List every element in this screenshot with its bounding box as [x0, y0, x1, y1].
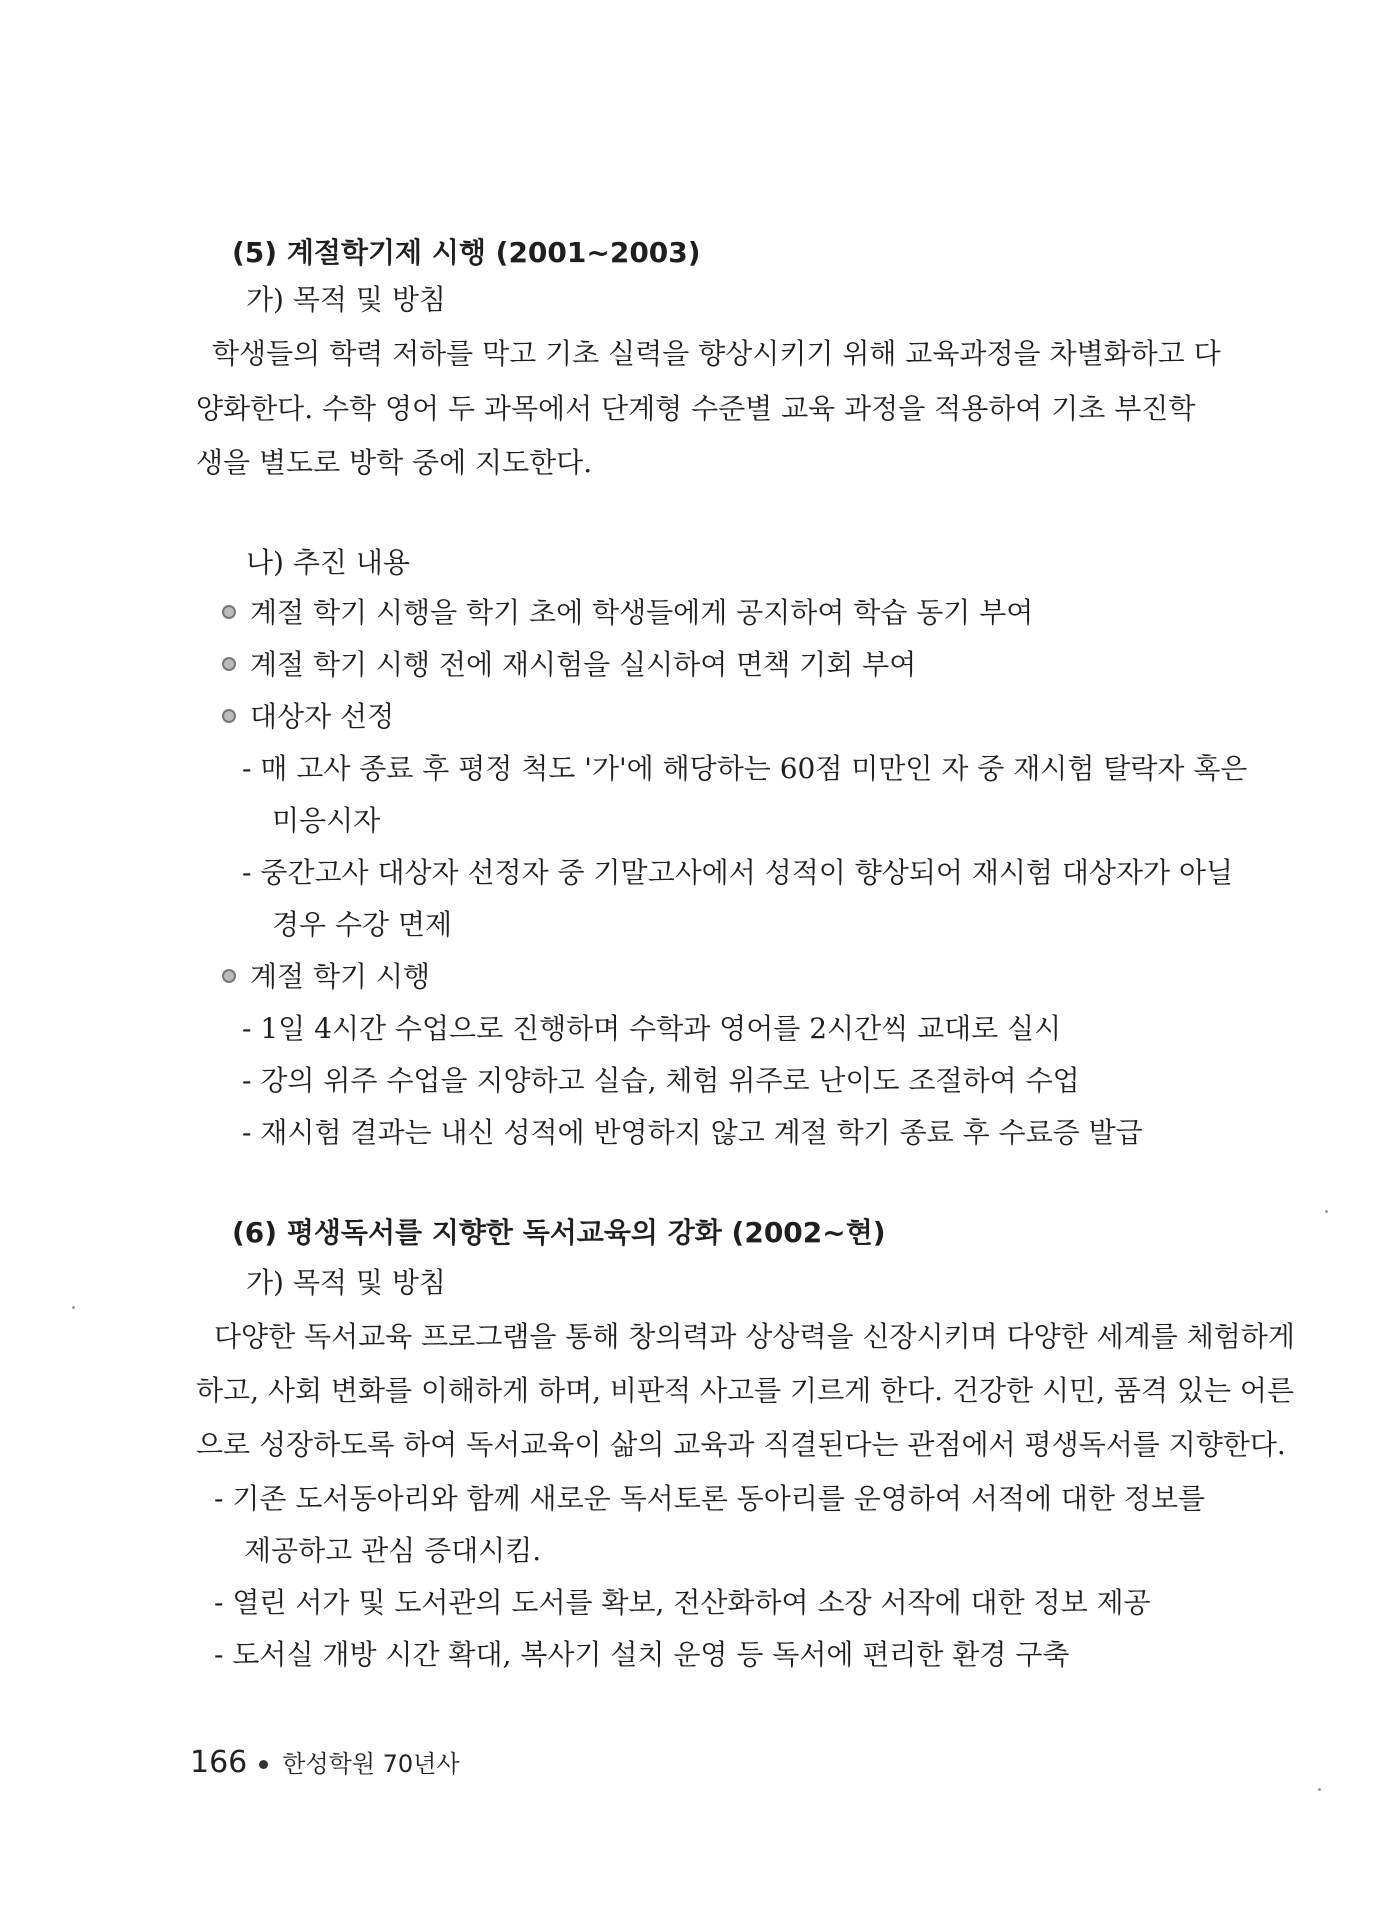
sub-item-line: - 중간고사 대상자 선정자 중 기말고사에서 성적이 향상되어 재시험 대상자가 아닐 — [242, 856, 1234, 889]
section-6-item-line: - 도서실 개방 시간 확대, 복사기 설치 운영 등 독서에 편리한 환경 구축 — [214, 1638, 1070, 1671]
section-6-item-line: 제공하고 관심 증대시킴. — [244, 1534, 542, 1567]
bullet-text: 계절 학기 시행 — [250, 960, 431, 993]
section-5-paragraph-line: 학생들의 학력 저하를 막고 기초 실력을 향상시키기 위해 교육과정을 차별화하고 다 — [212, 337, 1221, 370]
scan-speck — [1318, 1788, 1321, 1791]
scan-speck — [72, 1306, 75, 1309]
bullet-icon — [222, 969, 236, 983]
sub-item-line: 경우 수강 면제 — [272, 908, 453, 941]
section-5-purpose-heading: 가) 목적 및 방침 — [246, 283, 446, 316]
page-footer — [190, 1744, 460, 1780]
sub-item-line: - 재시험 결과는 내신 성적에 반영하지 않고 계절 학기 종료 후 수료증 발급 — [242, 1116, 1143, 1149]
sub-item-line: - 1일 4시간 수업으로 진행하며 수학과 영어를 2시간씩 교대로 실시 — [242, 1012, 1062, 1045]
sub-item-line: - 매 고사 종료 후 평정 척도 '가'에 해당하는 60점 미만인 자 중 재시험 탈락자 혹은 — [242, 752, 1248, 785]
bullet-text: 대상자 선정 — [250, 700, 395, 733]
bullet-text: 계절 학기 시행 전에 재시험을 실시하여 면책 기회 부여 — [250, 648, 917, 681]
bullet-item — [222, 648, 916, 682]
page-number: 166 — [190, 1745, 248, 1780]
scan-speck — [1325, 1210, 1328, 1213]
section-6-paragraph-line: 하고, 사회 변화를 이해하게 하며, 비판적 사고를 기르게 한다. 건강한 시민, 품격 있는 어른 — [196, 1374, 1294, 1407]
bullet-icon — [222, 657, 236, 671]
section-6-item-line: - 기존 도서동아리와 함께 새로운 독서토론 동아리를 운영하여 서적에 대한 정보를 — [214, 1482, 1206, 1515]
section-5-paragraph-line: 생을 별도로 방학 중에 지도한다. — [196, 446, 593, 479]
bullet-icon — [222, 709, 236, 723]
section-6-paragraph-line: 다양한 독서교육 프로그램을 통해 창의력과 상상력을 신장시키며 다양한 세계를 체험하게 — [214, 1320, 1295, 1353]
bullet-icon — [222, 605, 236, 619]
sub-item-line: 미응시자 — [272, 804, 381, 837]
section-5-content-heading: 나) 추진 내용 — [246, 546, 410, 579]
bullet-item — [222, 700, 394, 734]
bullet-item — [222, 596, 1033, 630]
section-6-purpose-heading: 가) 목적 및 방침 — [246, 1266, 446, 1299]
bullet-item — [222, 960, 430, 994]
section-5-paragraph-line: 양화한다. 수학 영어 두 과목에서 단계형 수준별 교육 과정을 적용하여 기초 부진학 — [196, 392, 1196, 425]
separator-dot-icon — [259, 1760, 268, 1769]
book-title: 한성학원 70년사 — [282, 1750, 460, 1778]
section-6-paragraph-line: 으로 성장하도록 하여 독서교육이 삶의 교육과 직결된다는 관점에서 평생독서를 지향한다. — [196, 1428, 1286, 1461]
bullet-text: 계절 학기 시행을 학기 초에 학생들에게 공지하여 학습 동기 부여 — [250, 596, 1034, 629]
section-5-title: (5) 계절학기제 시행 (2001~2003) — [232, 236, 701, 269]
sub-item-line: - 강의 위주 수업을 지양하고 실습, 체험 위주로 난이도 조절하여 수업 — [242, 1064, 1080, 1097]
section-6-item-line: - 열린 서가 및 도서관의 도서를 확보, 전산화하여 소장 서작에 대한 정보 제공 — [214, 1586, 1151, 1619]
section-6-title: (6) 평생독서를 지향한 독서교육의 강화 (2002~현) — [232, 1216, 886, 1249]
